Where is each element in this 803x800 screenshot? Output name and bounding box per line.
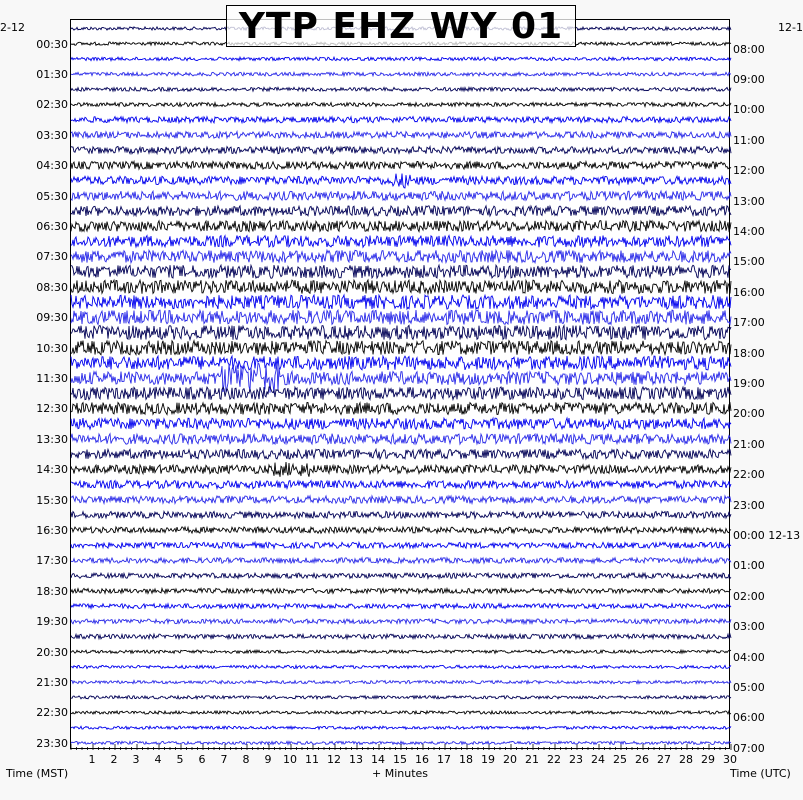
- left-time-tick: 04:30: [36, 159, 68, 173]
- minute-tick-label: 5: [176, 753, 184, 766]
- seismogram-trace: [71, 496, 731, 503]
- seismogram-trace: [71, 449, 731, 459]
- minute-tick-label: 20: [503, 753, 517, 766]
- minute-tick-label: 6: [198, 753, 206, 766]
- left-time-tick: 17:30: [36, 554, 68, 568]
- right-time-tick: 00:00 12-13: [733, 528, 801, 542]
- minute-tick-label: 4: [154, 753, 162, 766]
- seismogram-trace: [71, 161, 731, 169]
- minute-tick-label: 2: [110, 753, 118, 766]
- left-time-tick: 15:30: [36, 493, 68, 507]
- right-time-tick: 07:00: [733, 741, 765, 755]
- right-time-tick: 18:00: [733, 346, 765, 360]
- seismogram-trace: [71, 265, 731, 278]
- seismogram-trace: [71, 512, 731, 519]
- minute-tick-label: 15: [393, 753, 407, 766]
- left-time-tick: 18:30: [36, 584, 68, 598]
- seismogram-trace: [71, 588, 731, 593]
- seismogram-trace: [71, 387, 731, 400]
- seismogram-trace: [71, 741, 731, 744]
- minute-tick-label: 1: [88, 753, 96, 766]
- minute-tick-label: 25: [613, 753, 627, 766]
- right-time-tick: 12:00: [733, 164, 765, 178]
- left-time-tick: 21:30: [36, 675, 68, 689]
- left-time-tick: 22:30: [36, 706, 68, 720]
- right-time-tick: 23:00: [733, 498, 765, 512]
- minute-tick-label: 11: [305, 753, 319, 766]
- seismogram-trace: [71, 295, 731, 309]
- seismogram-trace: [71, 558, 731, 564]
- seismogram-trace: [71, 650, 731, 653]
- seismogram-trace: [71, 363, 731, 393]
- seismogram-trace: [71, 696, 731, 699]
- seismogram-trace: [71, 480, 731, 488]
- seismogram-trace: [71, 147, 731, 154]
- minute-tick-label: 10: [283, 753, 297, 766]
- minute-tick-label: 29: [701, 753, 715, 766]
- left-date-label: 2-12: [0, 21, 25, 34]
- minute-tick-label: 14: [371, 753, 385, 766]
- helicorder-plot-area: [70, 19, 730, 749]
- right-time-tick: 01:00: [733, 559, 765, 573]
- seismogram-trace: [71, 206, 731, 216]
- left-time-tick: 11:30: [36, 371, 68, 385]
- seismogram-trace: [71, 462, 731, 477]
- seismogram-trace: [71, 665, 731, 668]
- seismogram-trace: [71, 174, 731, 188]
- minute-tick-label: 8: [242, 753, 250, 766]
- seismogram-trace: [71, 221, 731, 232]
- title-box: [226, 5, 576, 47]
- left-time-tick: 20:30: [36, 645, 68, 659]
- right-time-tick: 20:00: [733, 407, 765, 421]
- left-time-tick: 00:30: [36, 37, 68, 51]
- seismogram-trace: [71, 236, 731, 248]
- left-time-tick: 13:30: [36, 432, 68, 446]
- right-time-tick: 22:00: [733, 468, 765, 482]
- right-time-tick: 02:00: [733, 589, 765, 603]
- left-time-tick: 23:30: [36, 736, 68, 750]
- left-time-tick: 07:30: [36, 250, 68, 264]
- minute-tick-label: 24: [591, 753, 605, 766]
- minute-tick-label: 22: [547, 753, 561, 766]
- seismogram-trace: [71, 341, 731, 355]
- right-time-tick: 19:00: [733, 376, 765, 390]
- seismogram-trace: [71, 57, 731, 60]
- left-time-tick: 10:30: [36, 341, 68, 355]
- minute-tick-label: 7: [220, 753, 228, 766]
- right-time-tick: 17:00: [733, 316, 765, 330]
- x-axis-title: + Minutes: [372, 767, 429, 780]
- right-time-tick: 10:00: [733, 103, 765, 117]
- left-time-tick: 05:30: [36, 189, 68, 203]
- left-time-tick: 02:30: [36, 98, 68, 112]
- seismogram-trace: [71, 280, 731, 294]
- seismogram-trace: [71, 418, 731, 429]
- right-time-tick: 11:00: [733, 133, 765, 147]
- seismogram-trace: [71, 434, 731, 444]
- seismogram-trace: [71, 604, 731, 609]
- seismogram-trace: [71, 325, 731, 339]
- right-time-tick: 05:00: [733, 680, 765, 694]
- left-time-tick: 19:30: [36, 615, 68, 629]
- right-time-tick: 04:00: [733, 650, 765, 664]
- left-time-tick: 03:30: [36, 128, 68, 142]
- right-time-tick: 15:00: [733, 255, 765, 269]
- seismogram-trace: [71, 117, 731, 123]
- seismogram-trace: [71, 402, 731, 414]
- seismogram-trace: [71, 573, 731, 578]
- minute-tick-label: 28: [679, 753, 693, 766]
- minute-tick-label: 26: [635, 753, 649, 766]
- seismogram-trace: [71, 72, 731, 76]
- minute-tick-label: 27: [657, 753, 671, 766]
- left-time-tick: 06:30: [36, 219, 68, 233]
- left-time-tick: 09:30: [36, 311, 68, 325]
- seismogram-trace: [71, 191, 731, 200]
- minute-tick-label: 3: [132, 753, 140, 766]
- right-axis-title: Time (UTC): [730, 767, 791, 780]
- minute-tick-label: 21: [525, 753, 539, 766]
- minute-tick-label: 16: [415, 753, 429, 766]
- minute-tick-label: 17: [437, 753, 451, 766]
- seismogram-trace: [71, 681, 731, 684]
- left-time-tick: 16:30: [36, 523, 68, 537]
- seismogram-trace: [71, 250, 731, 262]
- right-time-tick: 08:00: [733, 42, 765, 56]
- left-axis-title: Time (MST): [6, 767, 69, 780]
- right-time-tick: 14:00: [733, 224, 765, 238]
- right-time-tick: 06:00: [733, 711, 765, 725]
- seismogram-trace: [71, 87, 731, 91]
- right-date-label: 12-1: [778, 21, 803, 34]
- seismogram-trace: [71, 527, 731, 533]
- seismogram-trace: [71, 634, 731, 639]
- minute-tick-label: 30: [723, 753, 737, 766]
- minute-tick-label: 9: [264, 753, 272, 766]
- left-time-tick: 14:30: [36, 463, 68, 477]
- seismogram-trace: [71, 132, 731, 139]
- seismogram-trace: [71, 103, 731, 107]
- left-time-tick: 12:30: [36, 402, 68, 416]
- chart-title: YTP EHZ WY 01: [238, 5, 564, 47]
- seismogram-trace: [71, 711, 731, 714]
- right-time-tick: 09:00: [733, 72, 765, 86]
- right-time-tick: 21:00: [733, 437, 765, 451]
- right-time-tick: 16:00: [733, 285, 765, 299]
- seismogram-trace: [71, 619, 731, 624]
- left-time-tick: 08:30: [36, 280, 68, 294]
- seismogram-traces: [71, 20, 731, 750]
- minute-tick-label: 13: [349, 753, 363, 766]
- seismogram-trace: [71, 356, 731, 370]
- minute-tick-label: 18: [459, 753, 473, 766]
- minute-tick-label: 19: [481, 753, 495, 766]
- minute-tick-label: 23: [569, 753, 583, 766]
- seismogram-trace: [71, 726, 731, 729]
- right-time-tick: 03:00: [733, 620, 765, 634]
- left-time-tick: 01:30: [36, 67, 68, 81]
- seismogram-trace: [71, 542, 731, 548]
- minute-tick-label: 12: [327, 753, 341, 766]
- right-time-tick: 13:00: [733, 194, 765, 208]
- seismogram-trace: [71, 310, 731, 324]
